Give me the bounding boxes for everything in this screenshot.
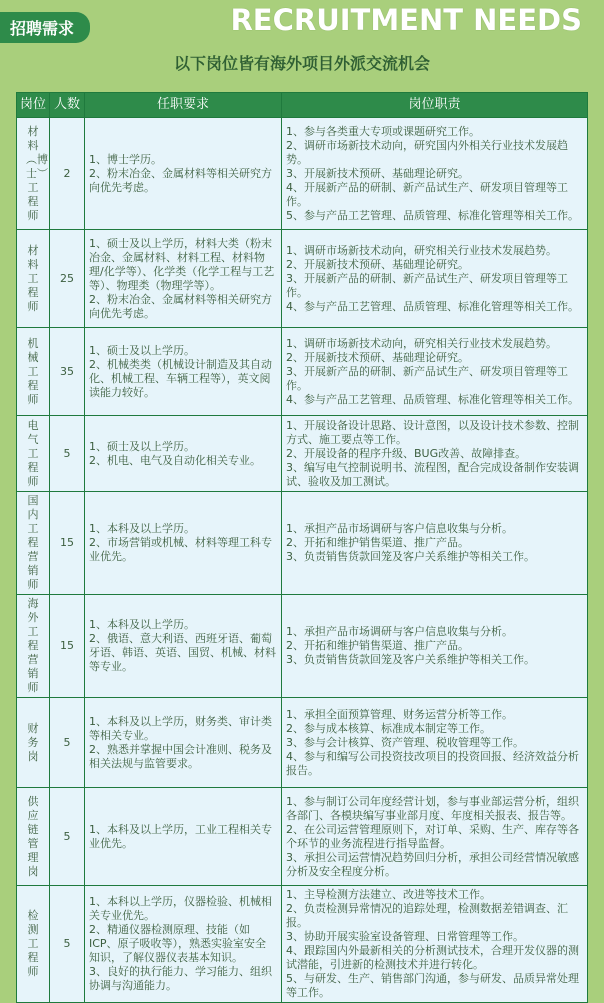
duty-item: 4、参与和编写公司投资技改项目的投资回报、经济效益分析报告。 xyxy=(286,749,579,777)
requirement-item: 1、硕士及以上学历。 xyxy=(89,343,195,357)
position-cell xyxy=(17,492,50,595)
duty-item: 1、调研市场新技术动向，研究相关行业技术发展趋势。 xyxy=(286,243,557,257)
position-cell xyxy=(17,118,50,230)
duty-item: 4、跟踪国内外最新相关的分析测试技术，合理开发仪器的测试潜能，引进新的检测技术并进行转化。 xyxy=(286,944,579,971)
requirement-item: 1、本科及以上学历，工业工程相关专业优先。 xyxy=(89,822,272,850)
requirement-item: 2、机械类类（机械设计制造及其自动化、机械工程、车辆工程等），英文阅读能力较好。 xyxy=(89,357,272,399)
duties-cell xyxy=(282,788,588,886)
header-bar xyxy=(0,0,604,44)
column-header-requirements: 任职要求 xyxy=(85,93,282,118)
headcount-cell: 15 xyxy=(50,492,85,595)
headcount-cell: 5 xyxy=(50,788,85,886)
duty-item: 3、参与会计核算、资产管理、税收管理等工作。 xyxy=(286,735,524,749)
duty-item: 1、承担产品市场调研与客户信息收集与分析。 xyxy=(286,625,513,638)
duty-item: 3、负责销售货款回笼及客户关系维护等相关工作。 xyxy=(286,550,535,563)
table-header-row xyxy=(17,93,588,118)
duty-item: 1、主导检测方法建立、改进等技术工作。 xyxy=(286,888,491,901)
requirements-cell xyxy=(85,416,282,492)
position-name: 材料︵博士︶工程师 xyxy=(26,124,48,222)
position-cell xyxy=(17,788,50,886)
duties-cell xyxy=(282,595,588,698)
position-name: 机械工程师 xyxy=(27,336,39,406)
column-header-count: 人数 xyxy=(50,93,85,118)
table-row xyxy=(17,118,588,230)
duty-item: 2、在公司运营管理原则下，对订单、采购、生产、库存等各个环节的业务流程进行指导监督。 xyxy=(286,822,579,850)
table-row xyxy=(17,788,588,886)
duties-cell xyxy=(282,698,588,788)
table-row xyxy=(17,698,588,788)
requirements-cell xyxy=(85,698,282,788)
duty-item: 4、参与产品工艺管理、品质管理、标准化管理等相关工作。 xyxy=(286,299,579,313)
requirements-cell xyxy=(85,328,282,416)
duty-item: 2、开展设备的程序升级、BUG改善、故障排查。 xyxy=(286,446,527,460)
headcount-cell: 25 xyxy=(50,230,85,328)
duty-item: 2、参与成本核算、标准成本制定等工作。 xyxy=(286,721,491,735)
duty-item: 3、编写电气控制说明书、流程图，配合完成设备制作安装调试、验收及加工测试。 xyxy=(286,460,579,488)
position-name: 财务岗 xyxy=(27,721,39,763)
duty-item: 4、开展新产品的研制、新产品试生产、研发项目管理等工作。 xyxy=(286,180,568,208)
position-cell xyxy=(17,230,50,328)
headcount-cell: 2 xyxy=(50,118,85,230)
banner-title: RECRUITMENT NEEDS xyxy=(230,3,582,37)
page-subtitle: 以下岗位皆有海外项目外派交流机会 xyxy=(173,54,430,73)
table-row xyxy=(17,595,588,698)
column-header-position: 岗位 xyxy=(17,93,50,118)
headcount-cell: 5 xyxy=(50,416,85,492)
duties-cell xyxy=(282,328,588,416)
table-row xyxy=(17,230,588,328)
requirement-item: 1、本科以上学历，仪器检验、机械相关专业优先。 xyxy=(89,895,272,922)
duty-item: 5、与研发、生产、销售部门沟通，参与研发、品质异常处理等工作。 xyxy=(286,972,579,999)
duty-item: 1、开展设备设计思路、设计意图，以及设计技术参数、控制方式、施工要点等工作。 xyxy=(286,418,579,446)
position-name: 海外工程营销师 xyxy=(27,597,39,694)
requirements-cell xyxy=(85,595,282,698)
headcount-cell: 35 xyxy=(50,328,85,416)
duty-item: 3、负责销售货款回笼及客户关系维护等相关工作。 xyxy=(286,653,535,666)
requirement-item: 1、本科及以上学历。 xyxy=(89,522,195,535)
recruitment-table xyxy=(16,92,588,1003)
duties-cell xyxy=(282,416,588,492)
duty-item: 3、开展新产品的研制、新产品试生产、研发项目管理等工作。 xyxy=(286,271,568,299)
duty-item: 2、负责检测异常情况的追踪处理，检测数据差错调查、汇报。 xyxy=(286,902,568,929)
duties-cell xyxy=(282,230,588,328)
requirement-item: 1、本科及以上学历。 xyxy=(89,618,195,631)
duties-cell xyxy=(282,492,588,595)
requirement-item: 2、精通仪器检测原理、技能（如ICP、原子吸收等），熟悉实验室安全知识，了解仪器仪表基本知识。 xyxy=(89,923,267,964)
position-cell xyxy=(17,595,50,698)
requirement-item: 3、良好的执行能力、学习能力、组织协调与沟通能力。 xyxy=(89,965,272,992)
column-header-duties: 岗位职责 xyxy=(282,93,588,118)
duty-item: 2、开拓和维护销售渠道、推广产品。 xyxy=(286,639,469,652)
requirements-cell xyxy=(85,118,282,230)
requirement-item: 1、博士学历。 xyxy=(89,152,162,166)
requirement-item: 1、硕士及以上学历，材料大类（粉末冶金、金属材料、材料工程、材料物理/化学等）、化学类（化学工程与工艺等）、物理类（物理学等）。 xyxy=(89,236,275,292)
duties-cell xyxy=(282,118,588,230)
duty-item: 3、协助开展实验室设备管理、日常管理等工作。 xyxy=(286,930,524,943)
duty-item: 1、参与各类重大专项或课题研究工作。 xyxy=(286,124,480,138)
position-name: 国内工程营销师 xyxy=(27,494,39,591)
headcount-cell: 15 xyxy=(50,595,85,698)
requirements-cell xyxy=(85,230,282,328)
duty-item: 2、开展新技术预研、基础理论研究。 xyxy=(286,350,469,364)
position-cell xyxy=(17,416,50,492)
requirement-item: 2、市场营销或机械、材料等理工科专业优先。 xyxy=(89,536,272,563)
headcount-cell: 5 xyxy=(50,698,85,788)
duties-cell xyxy=(282,886,588,1003)
duty-item: 3、承担公司运营情况趋势回归分析，承担公司经营情况敏感分析及安全程度分析。 xyxy=(286,850,579,878)
position-name: 电气工程师 xyxy=(27,418,39,488)
position-name: 材料工程师 xyxy=(27,243,39,313)
duty-item: 2、调研市场新技术动向，研究国内外相关行业技术发展趋势。 xyxy=(286,138,568,166)
duty-item: 2、开展新技术预研、基础理论研究。 xyxy=(286,257,469,271)
position-cell xyxy=(17,698,50,788)
duty-item: 2、开拓和维护销售渠道、推广产品。 xyxy=(286,536,469,549)
headcount-cell: 5 xyxy=(50,886,85,1003)
position-cell xyxy=(17,886,50,1003)
duty-item: 1、调研市场新技术动向，研究相关行业技术发展趋势。 xyxy=(286,336,557,350)
table-row xyxy=(17,416,588,492)
requirement-item: 1、硕士及以上学历。 xyxy=(89,439,195,453)
duty-item: 1、参与制订公司年度经营计划，参与事业部运营分析，组织各部门、各模块编写事业部月度、年度相关报表、报告等。 xyxy=(286,794,579,822)
duty-item: 5、参与产品工艺管理、品质管理、标准化管理等相关工作。 xyxy=(286,208,579,222)
duty-item: 1、承担全面预算管理、财务运营分析等工作。 xyxy=(286,707,513,721)
position-cell xyxy=(17,328,50,416)
requirement-item: 1、本科及以上学历，财务类、审计类等相关专业。 xyxy=(89,714,272,742)
table-row xyxy=(17,492,588,595)
requirement-item: 2、粉末冶金、金属材料等相关研究方向优先考虑。 xyxy=(89,166,272,194)
duty-item: 3、开展新产品的研制、新产品试生产、研发项目管理等工作。 xyxy=(286,364,568,392)
requirements-cell xyxy=(85,788,282,886)
requirement-item: 2、俄语、意大利语、西班牙语、葡萄牙语、韩语、英语、国贸、机械、材料等专业。 xyxy=(89,632,276,673)
duty-item: 3、开展新技术预研、基础理论研究。 xyxy=(286,166,469,180)
table-row xyxy=(17,328,588,416)
position-name: 供应链管理岗 xyxy=(27,794,39,878)
position-name: 检测工程师 xyxy=(27,909,39,978)
requirements-cell xyxy=(85,886,282,1003)
requirement-item: 2、粉末冶金、金属材料等相关研究方向优先考虑。 xyxy=(89,292,272,320)
duty-item: 1、承担产品市场调研与客户信息收集与分析。 xyxy=(286,522,513,535)
table-body xyxy=(17,118,588,1003)
requirement-item: 2、机电、电气及自动化相关专业。 xyxy=(89,453,261,467)
section-tag: 招聘需求 xyxy=(0,12,90,43)
table-row xyxy=(17,886,588,1003)
requirements-cell xyxy=(85,492,282,595)
duty-item: 4、参与产品工艺管理、品质管理、标准化管理等相关工作。 xyxy=(286,392,579,406)
requirement-item: 2、熟悉并掌握中国会计准则、税务及相关法规与监管要求。 xyxy=(89,742,272,770)
